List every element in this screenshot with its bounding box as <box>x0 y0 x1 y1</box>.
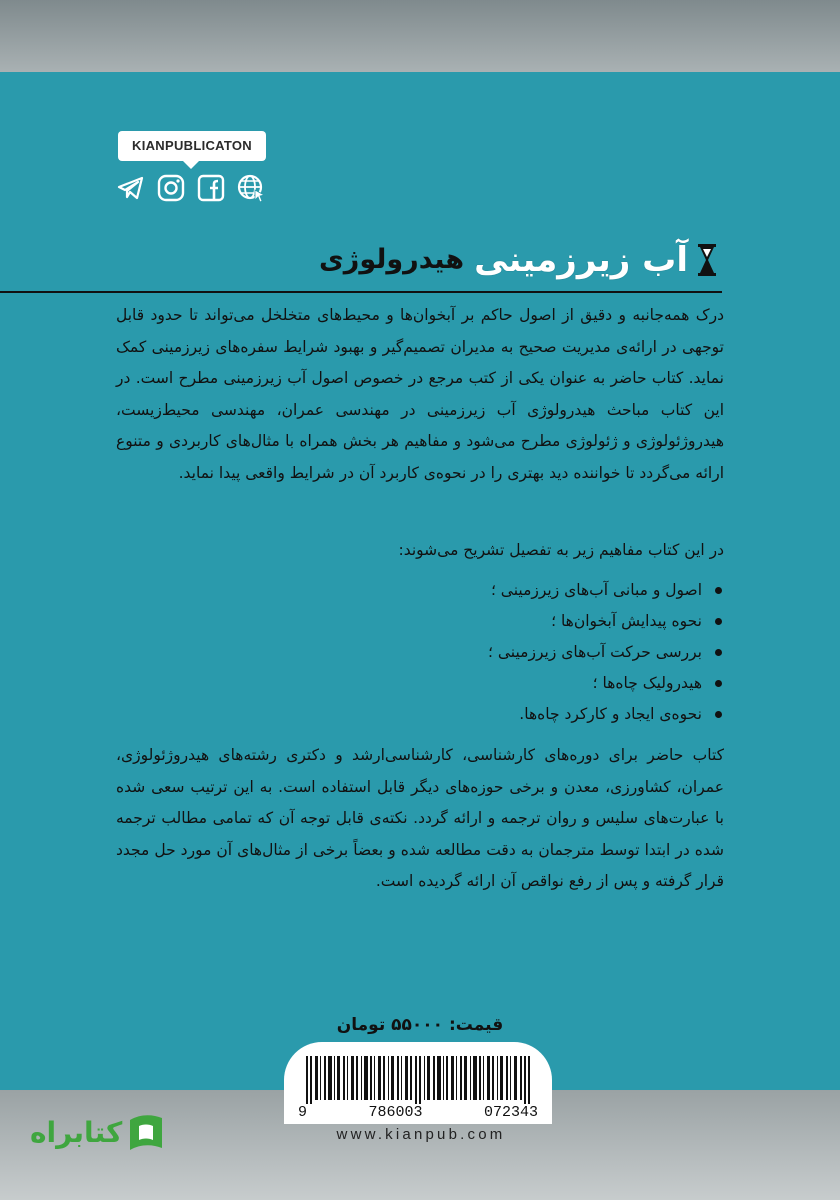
isbn-group: 072343 <box>483 1104 538 1121</box>
topics-intro: در این کتاب مفاهیم زیر به تفصیل تشریح می‌شوند: <box>398 541 724 559</box>
topics-list <box>116 575 724 730</box>
bullet-icon <box>715 711 722 718</box>
title-rule <box>0 291 722 293</box>
isbn-digits <box>298 1104 538 1122</box>
facebook-icon[interactable] <box>196 173 226 203</box>
book-icon <box>126 1112 166 1154</box>
list-item <box>116 606 724 637</box>
list-item <box>116 668 724 699</box>
top-gray-band <box>0 0 840 72</box>
list-item <box>116 699 724 730</box>
store-logo[interactable] <box>30 1110 166 1156</box>
list-item-text: اصول و مبانی آب‌های زیرزمینی ؛ <box>490 581 702 599</box>
list-item-text: نحوه‌ی ایجاد و کارکرد چاه‌ها. <box>519 705 702 723</box>
publisher-badge: KIANPUBLICATON <box>118 131 266 161</box>
list-item <box>116 637 724 668</box>
intro-paragraph: درک همه‌جانبه و دقیق از اصول حاکم بر آبخوان‌ها و محیط‌های متخلخل می‌تواند تا حدود قابل توجهی در ارائه‌ی مدیریت صحیح به مدیران تصمیم‌گیر و بهبود شرایط سفره‌های زیرزمینی کمک نماید. کتاب حاضر به عنوان یکی از کتب مرجع در خصوص اصول آب زیرزمینی مطرح است. در این کتاب مباحث هیدرولوژی آب زیرزمینی در مهندسی عمران، مهندسی محیط‌زیست، هیدروژئولوژی و ژئولوژی مطرح می‌شود و مفاهیم هر بخش همراه با مثال‌های کاربردی و متنوع ارائه می‌گردد تا خواننده دید بهتری را در نحوه‌ی کاربرد آن در شرایط واقعی پیدا نماید. <box>116 306 724 482</box>
bullet-icon <box>715 649 722 656</box>
barcode <box>284 1042 552 1124</box>
list-item-text: بررسی حرکت آب‌های زیرزمینی ؛ <box>488 643 702 661</box>
website-link[interactable]: www.kianpub.com <box>336 1126 506 1143</box>
telegram-icon[interactable] <box>116 173 146 203</box>
bullet-icon <box>715 680 722 687</box>
title-main: آب زیرزمینی <box>474 240 688 280</box>
list-item-text: نحوه پیدایش آبخوان‌ها ؛ <box>551 612 702 630</box>
list-item <box>116 575 724 606</box>
list-item-text: هیدرولیک چاه‌ها ؛ <box>592 674 702 692</box>
closing-paragraph: کتاب حاضر برای دوره‌های کارشناسی، کارشناسی‌ارشد و دکتری رشته‌های هیدروژئولوژی، عمران، کشاورزی، معدن و برخی حوزه‌های دیگر قابل استفاده است. به این ترتیب سعی شده با عبارت‌های سلیس و روان ترجمه و ارائه گردد. نکته‌ی قابل توجه آن که تمامی مطالب ترجمه شده در ابتدا توسط مترجمان به دقت مطالعه شده و بعضاً برخی از مثال‌های آن مورد حل مجدد قرار گرفته و پس از رفع نواقص آن ارائه گردیده است. <box>116 746 724 890</box>
book-title <box>319 236 716 284</box>
bullet-icon <box>715 587 722 594</box>
instagram-icon[interactable] <box>156 173 186 203</box>
store-logo-word: کتابراه <box>30 1116 123 1149</box>
social-icons-row <box>116 172 272 204</box>
isbn-group: 786003 <box>368 1104 423 1121</box>
price-label: قیمت: ۵۵۰۰۰ تومان <box>336 1015 504 1035</box>
hourglass-icon <box>698 244 716 276</box>
web-icon[interactable] <box>236 173 266 203</box>
isbn-group: 9 <box>298 1104 308 1121</box>
bullet-icon <box>715 618 722 625</box>
barcode-bars <box>306 1056 530 1104</box>
title-sub: هیدرولوژی <box>319 244 465 275</box>
